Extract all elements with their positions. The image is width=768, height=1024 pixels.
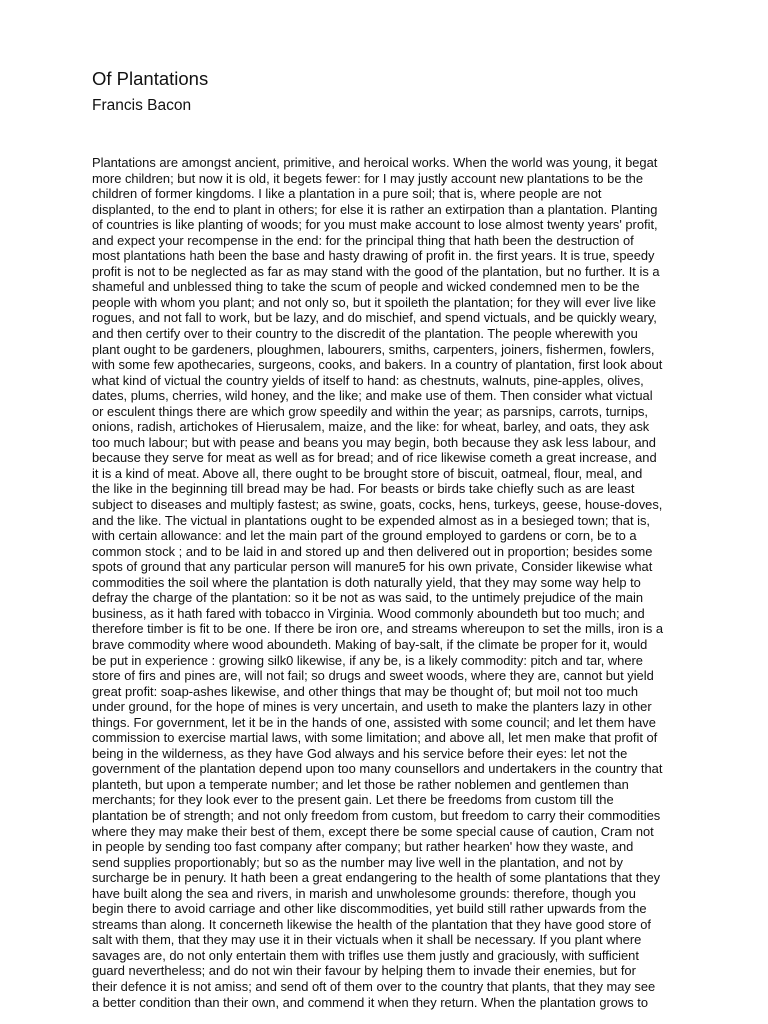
essay-body <box>92 155 682 1010</box>
body-text-line: with certain allowance: and let the main part of the ground employed to gardens or corn, be to a <box>92 528 637 544</box>
body-text-line: with some few apothecaries, surgeons, cooks, and bakers. In a country of plantation, first look about <box>92 357 663 373</box>
body-text-line: of countries is like planting of woods; for you must make account to lose almost twenty years' profit, <box>92 217 658 233</box>
document-author: Francis Bacon <box>92 97 192 114</box>
body-text-line: where they may make their best of them, except there be some special cause of caution, Cram not <box>92 823 654 839</box>
body-text-line: a better condition than their own, and commend it when they return. When the plantation grows to <box>92 994 649 1010</box>
body-text-line: and expect your recompense in the end: for the principal thing that hath been the destruction of <box>92 232 634 248</box>
body-text-line: or esculent things there are which grow speedily and within the year; as parsnips, carrots, turnips, <box>92 403 649 419</box>
body-text-line: planteth, but upon a temperate number; and let those be rather noblemen and gentlemen than <box>92 776 629 792</box>
document-title: Of Plantations <box>92 68 209 89</box>
body-text-line: the like in the beginning till bread may be had. For beasts or birds take chiefly such as are least <box>92 481 635 497</box>
body-text-line: displanted, to the end to plant in others; for else it is rather an extirpation than a plantation. Planting <box>92 201 658 217</box>
body-text-line: business, as it hath fared with tobacco in Virginia. Wood commonly aboundeth but too much; and <box>92 605 645 621</box>
body-text-line: salt with them, that they may use it in their victuals when it shall be necessary. If you plant where <box>92 932 642 948</box>
body-text-line: therefore timber is fit to be one. If there be iron ore, and streams whereupon to set the mills, iron is a <box>92 621 664 637</box>
body-text-line: most plantations hath been the base and hasty drawing of profit in. the first years. It is true, speedy <box>92 248 655 264</box>
body-text-line: plantation be of strength; and not only freedom from custom, but freedom to carry their commodities <box>92 807 661 823</box>
body-text-line: great profit: soap-ashes likewise, and other things that may be thought of; but moil not too much <box>92 683 639 699</box>
body-text-line: government of the plantation depend upon too many counsellors and undertakers in the country that <box>92 761 663 777</box>
body-text-line: because they serve for meat as well as for bread; and of rice likewise cometh a great increase, and <box>92 450 657 466</box>
body-text-line: defray the charge of the plantation: so it be not as was said, to the untimely prejudice of the main <box>92 590 644 606</box>
body-text-line: dates, plums, cherries, wild honey, and the like; and make use of them. Then consider what victual <box>92 388 653 404</box>
body-text-line: being in the wilderness, as they have God always and his service before their eyes: let not the <box>92 745 628 761</box>
body-text-line: too much labour; but with pease and beans you may begin, both because they ask less labour, and <box>92 434 656 450</box>
body-text-line: more children; but now it is old, it begets fewer: for I may justly account new plantations to be the <box>92 170 643 186</box>
body-text-line: have built along the sea and rivers, in marish and unwholesome grounds: therefore, though you <box>92 885 636 901</box>
body-text-line: in people by sending too fast company after company; but rather hearken' how they waste, and <box>92 839 634 855</box>
body-text-line: commission to exercise martial laws, with some limitation; and above all, let men make that profit of <box>92 730 658 746</box>
body-text-line: spots of ground that any particular person will manure5 for his own private, Consider likewise what <box>92 559 653 575</box>
body-text-line: children of former kingdoms. I like a plantation in a pure soil; that is, where people are not <box>92 186 602 202</box>
body-text-line: profit is not to be neglected as far as may stand with the good of the plantation, but no further. It is a <box>92 263 660 279</box>
body-text-line: store of firs and pines are, will not fail; so drugs and sweet woods, where they are, cannot but yield <box>92 668 654 684</box>
body-text-line: send supplies proportionably; but so as the number may live well in the plantation, and not by <box>92 854 623 870</box>
body-text-line: rogues, and not fall to work, but be lazy, and do mischief, and spend victuals, and be quickly weary, <box>92 310 657 326</box>
body-text-line: commodities the soil where the plantation is doth naturally yield, that they may some way help to <box>92 574 641 590</box>
body-text-line: what kind of victual the country yields of itself to hand: as chestnuts, walnuts, pine-apples, olives, <box>92 372 644 388</box>
body-text-line: it is a kind of meat. Above all, there ought to be brought store of biscuit, oatmeal, flour, meal, and <box>92 465 643 481</box>
body-text-line: under ground, for the hope of mines is very uncertain, and useth to make the planters lazy in other <box>92 699 652 715</box>
body-text-line: their defence it is not amiss; and send oft of them over to the country that plants, that they may see <box>92 978 656 994</box>
body-text-line: merchants; for they look ever to the present gain. Let there be freedoms from custom till the <box>92 792 614 808</box>
body-text-line: shameful and unblessed thing to take the scum of people and wicked condemned men to be the <box>92 279 640 295</box>
body-text-line: and then certify over to their country to the discredit of the plantation. The people wherewith you <box>92 326 638 342</box>
body-text-line: people with whom you plant; and not only so, but it spoileth the plantation; for they will ever live like <box>92 294 656 310</box>
body-text-line: savages are, do not only entertain them with trifles use them justly and graciously, with sufficient <box>92 947 639 963</box>
body-text-line: plant ought to be gardeners, ploughmen, labourers, smiths, carpenters, joiners, fishermen, fowlers, <box>92 341 655 357</box>
body-text-line: brave commodity where wood aboundeth. Making of bay-salt, if the climate be proper for it, would <box>92 636 648 652</box>
body-text-line: streams than along. It concerneth likewise the health of the plantation that they have good store of <box>92 916 651 932</box>
body-text-line: onions, radish, artichokes of Hierusalem, maize, and the like: for wheat, barley, and oats, they ask <box>92 419 650 435</box>
body-text-line: begin there to avoid carriage and other like discommodities, yet build still rather upwards from the <box>92 901 647 917</box>
body-text-line: things. For government, let it be in the hands of one, assisted with some council; and let them have <box>92 714 656 730</box>
body-text-line: subject to diseases and multiply fastest; as swine, goats, cocks, hens, turkeys, geese, house-doves, <box>92 497 663 513</box>
body-text-line: Plantations are amongst ancient, primitive, and heroical works. When the world was young, it begat <box>92 155 658 170</box>
body-text-line: and the like. The victual in plantations ought to be expended almost as in a besieged town; that is, <box>92 512 651 528</box>
body-text-line: be put in experience : growing silk0 likewise, if any be, is a likely commodity: pitch and tar, where <box>92 652 643 668</box>
body-text-line: surcharge be in penury. It hath been a great endangering to the health of some plantations that they <box>92 870 661 886</box>
body-text-line: guard nevertheless; and do not win their favour by helping them to invade their enemies, but for <box>92 963 636 979</box>
body-text-line: common stock ; and to be laid in and stored up and then delivered out in proportion; besides some <box>92 543 653 559</box>
